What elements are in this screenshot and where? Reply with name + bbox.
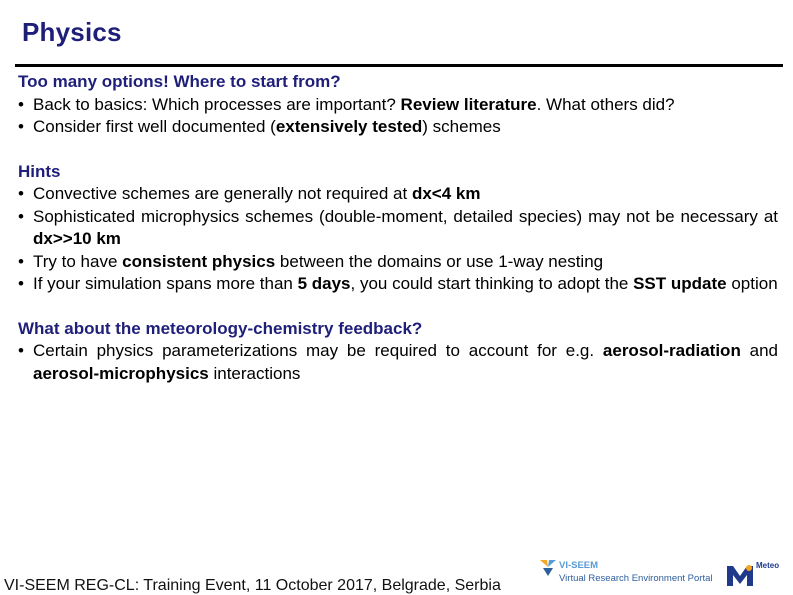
bullet-marker: • — [18, 94, 24, 114]
bullet-text: Try to have — [33, 251, 123, 271]
bullet-text: and — [740, 341, 778, 360]
bold-text: aerosol-microphysics — [33, 363, 209, 383]
vi-seem-logo-name: VI-SEEM — [559, 560, 599, 571]
bullet-text: . What others did? — [536, 94, 675, 114]
vi-seem-logo-tagline: Virtual Research Environment Portal — [559, 573, 713, 584]
bullet-text: ) schemes — [422, 117, 501, 136]
bold-text: consistent physics — [122, 251, 276, 271]
bullet-text: If your simulation spans more than — [33, 274, 298, 293]
bullet-item — [18, 116, 778, 139]
meteo-logo — [727, 560, 785, 588]
section-heading: Too many options! Where to start from? — [18, 72, 341, 91]
bold-text: dx>>10 km — [33, 229, 121, 248]
section-hints — [18, 161, 778, 296]
meteo-m-icon — [727, 564, 753, 586]
bullet-list — [18, 340, 778, 385]
bullet-text: , you could start thinking to adopt the — [350, 274, 634, 293]
bullet-item — [18, 251, 778, 274]
section-feedback — [18, 318, 778, 386]
bullet-marker: • — [18, 341, 24, 360]
bullet-text: Back to basics: Which processes are important? — [33, 94, 401, 114]
bullet-text: Certain physics parameterizations may be required to account for e.g. — [33, 341, 603, 360]
bullet-text: Convective schemes are generally not required at — [33, 184, 412, 203]
bullet-text: Sophisticated microphysics schemes (double-moment, detailed species) may not be necessary at — [33, 206, 778, 226]
vi-seem-mark-icon — [540, 560, 556, 576]
title-divider — [15, 64, 783, 67]
bullet-item — [18, 94, 778, 117]
bullet-item — [18, 273, 778, 296]
slide-body — [18, 71, 778, 385]
section-start-options — [18, 71, 778, 139]
section-heading: What about the meteorology-chemistry feedback? — [18, 318, 423, 338]
bullet-marker: • — [18, 117, 24, 136]
section-heading: Hints — [18, 161, 61, 181]
meteo-logo-name: Meteo — [756, 561, 780, 570]
footer-event-text: VI-SEEM REG-CL: Training Event, 11 October 2017, Belgrade, Serbia — [4, 577, 501, 594]
bullet-text: option — [726, 274, 778, 293]
bullet-item — [18, 206, 778, 251]
bullet-list — [18, 183, 778, 296]
bold-text: aerosol-radiation — [602, 341, 741, 360]
bullet-marker: • — [18, 206, 24, 226]
bold-text: extensively tested — [275, 117, 423, 136]
bullet-text: interactions — [208, 363, 301, 383]
bold-text: SST update — [633, 274, 727, 293]
bullet-marker: • — [18, 251, 24, 271]
bullet-item — [18, 340, 778, 385]
bold-text: Review literature — [400, 94, 537, 114]
slide-title: Physics — [22, 17, 122, 47]
bullet-text: between the domains or use 1-way nesting — [275, 251, 604, 271]
vi-seem-logo — [535, 560, 725, 588]
bold-text: 5 days — [297, 274, 351, 293]
bullet-marker: • — [18, 184, 24, 203]
bold-text: dx<4 km — [411, 184, 481, 203]
bullet-text: Consider first well documented ( — [33, 117, 276, 136]
bullet-list — [18, 94, 778, 139]
bullet-marker: • — [18, 274, 24, 293]
bullet-item — [18, 183, 778, 206]
